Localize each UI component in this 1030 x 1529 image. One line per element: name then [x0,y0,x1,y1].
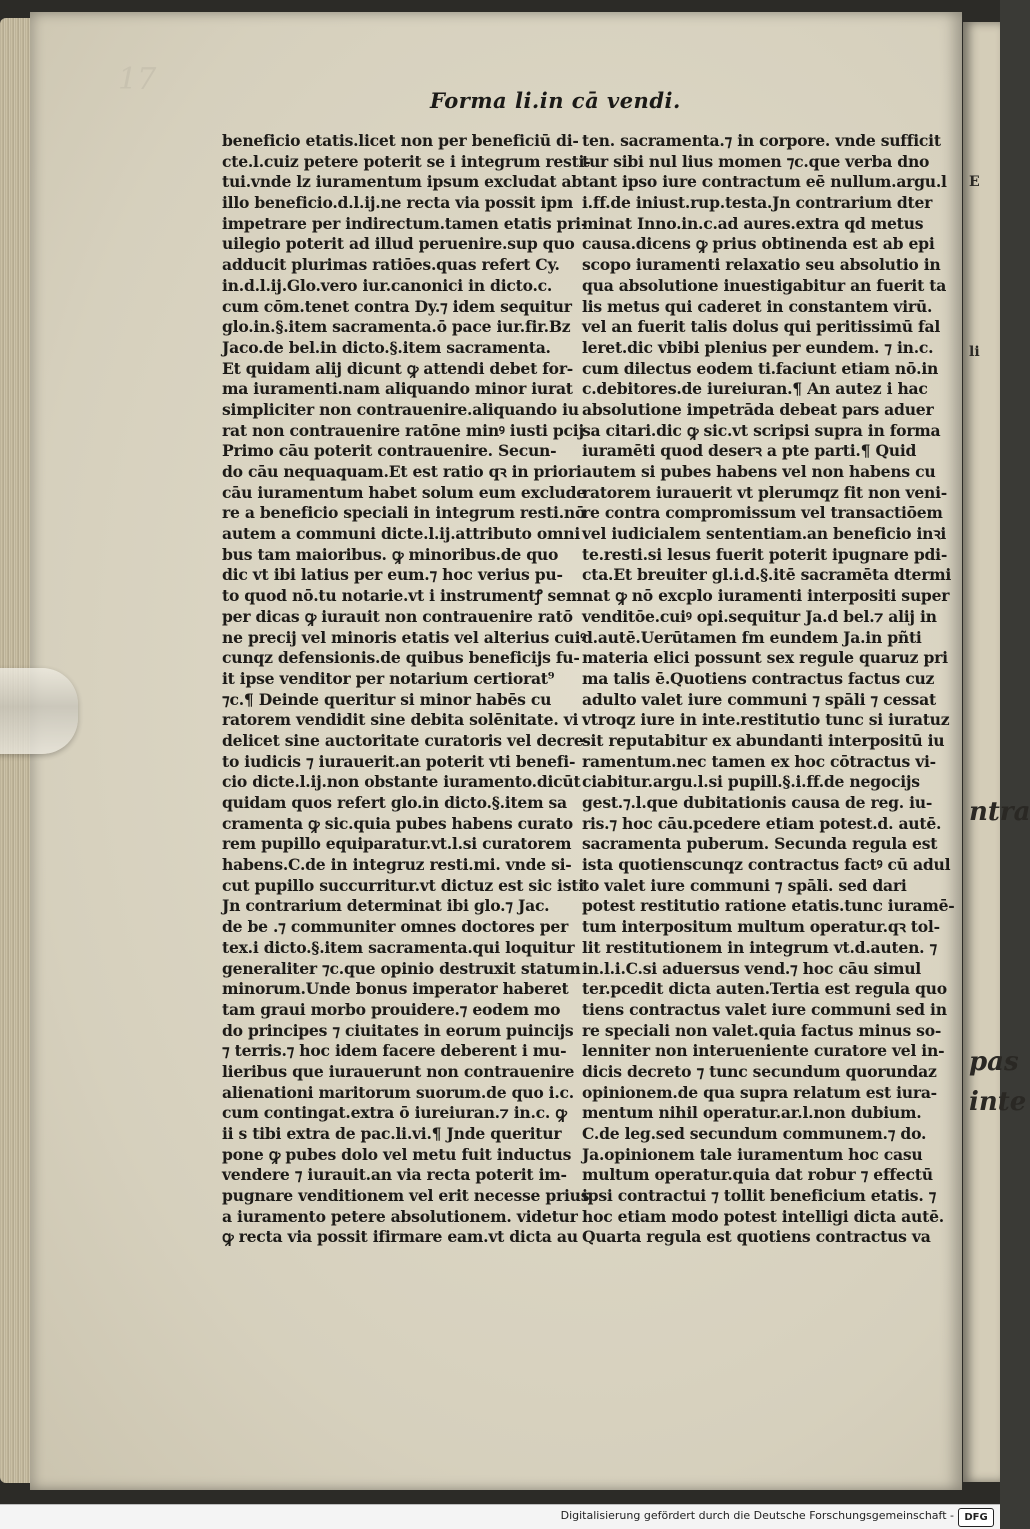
text-line: generaliter ⁊c.que opinio destruxit statum [222,958,581,978]
text-line: re a beneficio speciali in integrum resti.nō [222,503,586,523]
text-line: adulto valet iure communi ⁊ spāli ⁊ cessat [582,689,936,709]
text-line: a iuramento petere absolutionem. videtur [222,1206,578,1226]
text-line: qua absolutione inuestigabitur an fuerit ta [582,275,947,295]
text-line: uilegio poterit ad illud peruenire.sup quo [222,234,575,254]
text-line: tui.vnde lz iuramentum ipsum excludat ab [222,172,583,192]
text-line: opinionem.de qua supra relatum est iura- [582,1082,937,1102]
text-line: Quarta regula est quotiens contractus va [582,1227,931,1247]
text-line: i.ff.de iniust.rup.testa.Jn contrarium dter [582,193,933,213]
text-line: ratorem vendidit sine debita solēnitate. vi [222,710,579,730]
text-line: multum operatur.quia dat robur ⁊ effectū [582,1165,933,1185]
text-line: vel iudicialem sententiam.an beneficio inꝛi [582,524,947,544]
text-line: Ja.opinionem tale iuramentum hoc casu [582,1144,923,1164]
text-line: ratorem iurauerit vt plerumqz fit non veni- [582,482,948,502]
text-line: ꝙ recta via possit ifirmare eam.vt dicta au [222,1227,578,1247]
text-line: c.debitores.de iureiuran.¶ An autez i hac [582,379,928,399]
text-line: minat Inno.in.c.ad aures.extra qd metus [582,213,924,233]
text-line: tam graui morbo prouidere.⁊ eodem mo [222,999,561,1019]
text-line: sa citari.dic ꝙ sic.vt scripsi supra in forma [582,420,941,440]
text-line: do principes ⁊ ciuitates in eorum puincijs [222,1020,574,1040]
text-line: venditōe.cuiꝰ opi.sequitur Ja.d bel.⁊ alij in [582,606,937,626]
text-line: it ipse venditor per notarium certiorat⁹ [222,668,555,688]
text-line: ne precij vel minoris etatis vel alterius cuiꝰ [222,627,587,647]
text-line: materia elici possunt sex regule quaruz pri [582,648,948,668]
text-line: in.d.l.ij.Glo.vero iur.canonici in dicto.c. [222,275,553,295]
text-line: cio dicte.l.ij.non obstante iuramento.dicūt [222,772,581,792]
next-page-edge: E li ntra pas inte [963,22,1000,1482]
text-line: tant ipso iure contractum eē nullum.argu.l [582,172,947,192]
text-line: cta.Et breuiter gl.i.d.§.itē sacramēta dtermi [582,565,952,585]
text-line: cum contingat.extra ō iureiuran.⁊ in.c. ꝙ [222,1103,567,1123]
text-line: Jn contrarium determinat ibi glo.⁊ Jac. [222,896,550,916]
text-line: vtroqz iure in inte.restitutio tunc si iuratuz [582,710,950,730]
text-line: do cāu nequaquam.Et est ratio qꝛ in priori [222,462,582,481]
text-line: pone ꝙ pubes dolo vel metu fuit inductus [222,1144,572,1164]
text-line: dic vt ibi latius per eum.⁊ hoc verius pu- [222,565,563,585]
text-line: nat ꝙ nō excplo iuramenti interpositi super [582,586,950,606]
text-line: sacramenta puberum. Secunda regula est [582,834,938,854]
text-line: ⁊ terris.⁊ hoc idem facere deberent i mu- [222,1041,567,1061]
text-line: tiens contractus valet iure communi sed in [582,999,947,1019]
text-line: ciabitur.argu.l.si pupill.§.i.ff.de negocijs [582,772,920,792]
text-line: illo beneficio.d.l.ij.ne recta via possit ipm [222,193,574,213]
text-line: lenniter non interueniente curatore vel in- [582,1041,945,1061]
text-line: hoc etiam modo potest intelligi dicta autē. [582,1206,944,1226]
text-line: te.resti.si lesus fuerit poterit ipugnare pdi- [582,544,948,564]
text-line: ii s tibi extra de pac.li.vi.¶ Jnde queritur [222,1124,562,1143]
text-line: ma talis ē.Quotiens contractus factus cuz [582,668,935,688]
text-line: quidam quos refert glo.in dicto.§.item sa [222,793,567,812]
text-line: rem pupillo equiparatur.vt.l.si curatorem [222,834,572,854]
text-line: habens.C.de in integruz resti.mi. vnde si- [222,855,572,875]
text-line: Jaco.de bel.in dicto.§.item sacramenta. [222,337,551,357]
text-line: absolutione impetrāda debeat pars aduer [582,399,934,419]
text-line: simpliciter non contrauenire.aliquando iu [222,399,579,419]
text-line: alienationi maritorum suorum.de quo i.c. [222,1082,574,1102]
text-line: cut pupillo succurritur.vt dictuz est sic isti [222,875,584,895]
text-line: ista quotienscunqz contractus factꝰ cū adul [582,855,951,875]
text-line: iuramēti quod deserꝛ a pte parti.¶ Quid [582,441,917,461]
text-line: vel an fuerit talis dolus qui peritissimū fal [582,317,940,337]
text-line: de be .⁊ communiter omnes doctores per [222,917,569,937]
text-line: sit reputabitur ex abundanti interpositū iu [582,730,945,750]
pencil-mark: 17 [118,62,157,97]
text-line: cte.l.cuiz petere poterit se i integrum resti- [222,151,591,171]
text-line: mentum nihil operatur.ar.l.non dubium. [582,1103,922,1123]
text-line: scopo iuramenti relaxatio seu absolutio in [582,255,941,275]
text-line: tum interpositum multum operatur.qꝛ tol- [582,917,940,937]
text-line: Primo cāu poterit contrauenire. Secun- [222,441,557,461]
text-line: minorum.Unde bonus imperator haberet [222,979,569,999]
text-line: lieribus que iurauerunt non contrauenire [222,1061,575,1081]
text-line: adducit plurimas ratiōes.quas refert Cy. [222,255,560,275]
text-line: C.de leg.sed secundum communem.⁊ do. [582,1124,927,1143]
text-line: to iudicis ⁊ iurauerit.an poterit vti benefi- [222,751,576,771]
page-clip [0,668,78,754]
text-line: dicis decreto ⁊ tunc secundum quorundaz [582,1061,937,1081]
text-line: in.l.i.C.si aduersus vend.⁊ hoc cāu simul [582,958,921,978]
text-line: cum dilectus eodem ti.faciunt etiam nō.in [582,358,939,378]
text-line: re speciali non valet.quia factus minus so- [582,1020,942,1040]
text-line: ma iuramenti.nam aliquando minor iurat [222,379,573,399]
text-line: beneficio etatis.licet non per beneficiū di- [222,131,579,150]
text-line: tex.i dicto.§.item sacramenta.qui loquitur [222,937,575,957]
text-column-left [222,131,591,1248]
text-line: per dicas ꝙ iurauit non contrauenire ratō [222,606,573,626]
text-line: lis metus qui caderet in constantem virū. [582,296,933,316]
text-line: to valet iure communi ⁊ spāli. sed dari [582,875,907,895]
text-line: bus tam maioribus. ꝙ minoribus.de quo [222,544,559,564]
text-line: ipsi contractui ⁊ tollit beneficium etatis. ⁊ [582,1186,937,1206]
dfg-logo: DFG [958,1508,994,1527]
text-line: vendere ⁊ iurauit.an via recta poterit im- [222,1165,567,1185]
text-line: Et quidam alij dicunt ꝙ attendi debet for- [222,358,574,378]
text-line: ris.⁊ hoc cāu.pcedere etiam potest.d. autē. [582,813,942,833]
text-line: ten. sacramenta.⁊ in corpore. vnde sufficit [582,131,941,150]
text-line: autem a communi dicte.l.ij.attributo omni [222,524,581,544]
text-line: cum cōm.tenet contra Dy.⁊ idem sequitur [222,296,572,316]
text-line: glo.in.§.item sacramenta.ō pace iur.fir.Bz [222,317,571,337]
text-line: ⁊c.¶ Deinde queritur si minor habēs cu [222,689,552,709]
text-line: cāu iuramentum habet solum eum exclude [222,482,586,502]
text-line: delicet sine auctoritate curatoris vel decre- [222,730,590,750]
text-line: lit restitutionem in integrum vt.d.auten. ⁊ [582,937,938,957]
text-line: ter.pcedit dicta auten.Tertia est regula quo [582,979,947,999]
text-line: rat non contrauenire ratōne minꝰ iusti pcij [222,420,584,440]
text-line: cramenta ꝙ sic.quia pubes habens curato [222,813,573,833]
text-line: to quod nō.tu notarie.vt i instrumentꝭ sem [222,586,583,606]
text-line: pugnare venditionem vel erit necesse prius [222,1186,590,1206]
text-line: tur sibi nul lius momen ⁊c.que verba dno [582,151,930,171]
running-head: Forma li.in cā vendi. [430,88,681,113]
footer-bar [0,1504,1000,1529]
text-line: ramentum.nec tamen ex hoc cōtractus vi- [582,751,936,771]
text-line: leret.dic vbibi plenius per eundem. ⁊ in.c. [582,337,934,357]
text-line: potest restitutio ratione etatis.tunc iuramē- [582,896,955,916]
text-line: autem si pubes habens vel non habens cu [582,462,936,481]
text-line: impetrare per indirectum.tamen etatis pri- [222,213,588,233]
text-column-right [582,131,955,1248]
text-line: cunqz defensionis.de quibus beneficijs fu- [222,648,580,668]
text-line: re contra compromissum vel transactiōem [582,503,943,523]
text-line: gest.⁊.l.que dubitationis causa de reg. iu- [582,793,933,812]
text-line: d.autē.Uerūtamen fm eundem Ja.in pñti [582,627,922,647]
text-line: causa.dicens ꝙ prius obtinenda est ab epi [582,234,935,254]
footer-credit: Digitalisierung gefördert durch die Deutsche Forschungsgemeinschaft - [560,1509,954,1522]
